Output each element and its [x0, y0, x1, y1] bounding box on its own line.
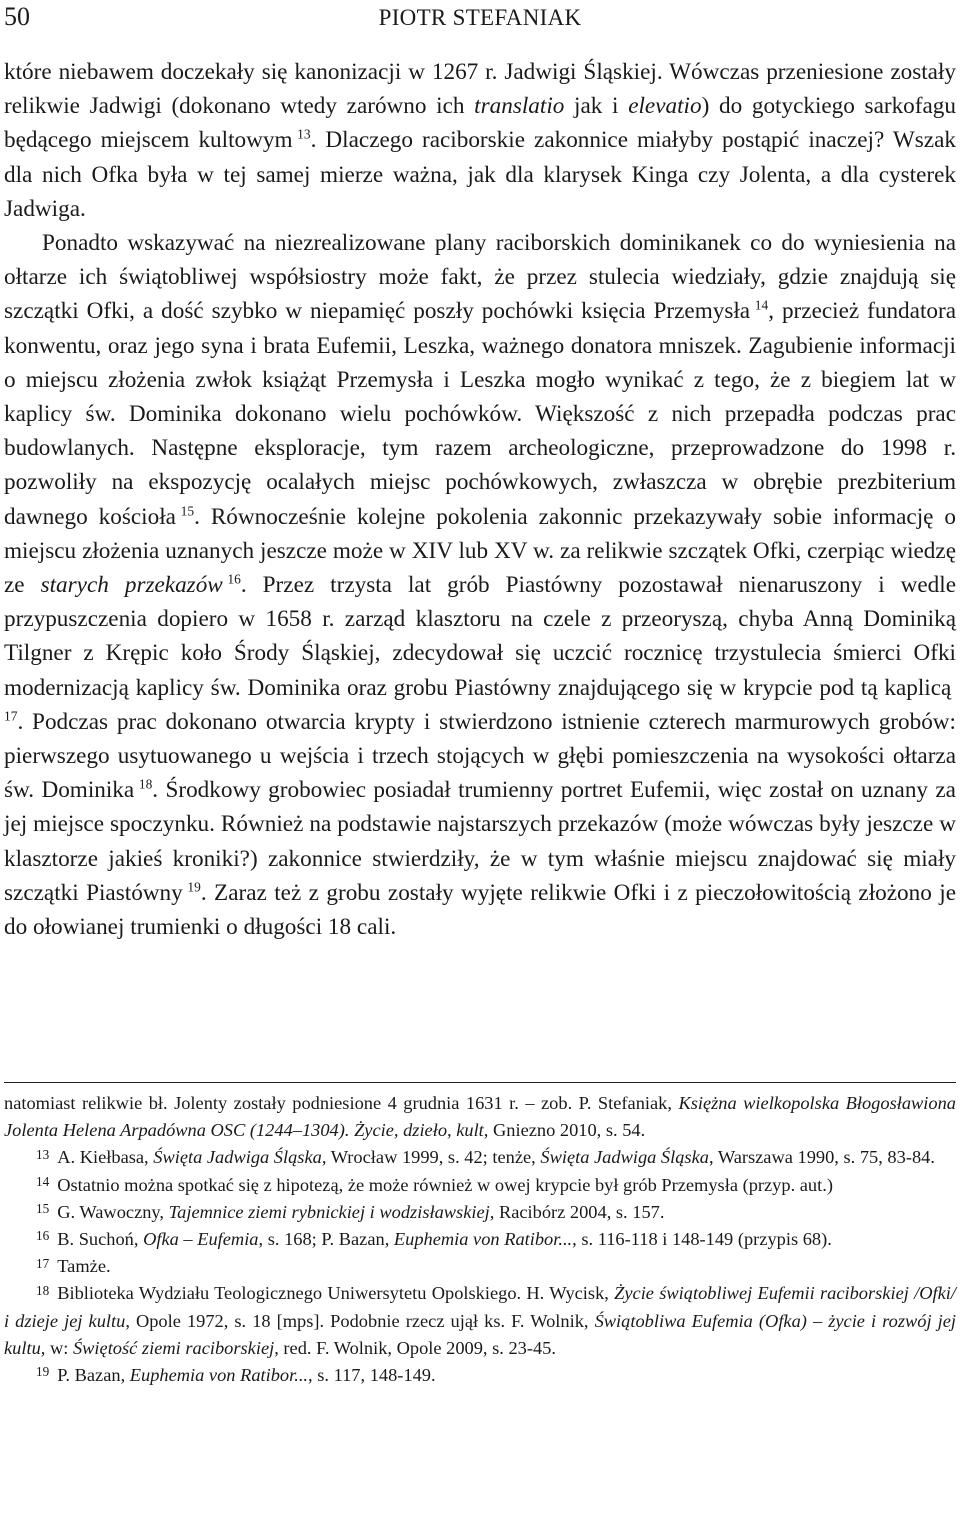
footnote-number: 17	[36, 1255, 50, 1271]
italic-title: Euphemia von Ratibor...	[129, 1365, 309, 1386]
italic-title: Tajemnice ziemi rybnickiej i wodzisławskiej	[168, 1201, 490, 1222]
italic-title: Świątobliwa Eufemia (Ofka) – życie i rozwój jej kultu	[4, 1310, 956, 1358]
italic-term: elevatio	[628, 93, 702, 120]
footnotes	[4, 1090, 956, 1389]
footnote-17	[4, 1253, 956, 1280]
text-run: Biblioteka Wydziału Teologicznego Uniwersytetu Opolskiego. H. Wycisk,	[57, 1283, 615, 1304]
italic-title: Życie świątobliwej Eufemii raciborskiej /Ofki/ i dzieje jej kultu	[4, 1283, 956, 1331]
text-run: , w:	[40, 1337, 73, 1358]
footnote-ref-19: 19	[187, 879, 201, 895]
footnote-ref-17: 17	[4, 708, 18, 724]
footnote-18	[4, 1280, 956, 1362]
text-run: . Środkowy grobowiec posiadał trumienny portret Eufemii, więc został on uznany za jej miejsce spoczynku. Również na podstawie najstarszych przekazów (może wówczas były jeszcze w klasztorze jakieś kroniki?) zakonnice stwierdziły, że w tym właśnie miejscu znajdować się miały szczątki Piastówny	[4, 777, 956, 906]
text-run: , Opole 1972, s. 18 [mps]. Podobnie rzecz ujął ks. F. Wolnik,	[125, 1310, 595, 1331]
italic-title: Święta Jadwiga Śląska	[540, 1147, 709, 1168]
text-run: . Podczas prac dokonano otwarcia krypty i stwierdzono istnienie czterech marmurowych grobów: pierwszego usytuowanego u wejścia i trzech stojących w głębi pomieszczenia na wysokości ołtarza św. Dominika	[4, 708, 956, 804]
text-run: Tamże.	[57, 1256, 111, 1277]
footnote-ref-18: 18	[138, 776, 153, 792]
italic-title: Świętość ziemi raciborskiej	[72, 1337, 275, 1358]
main-text	[4, 55, 956, 944]
text-run: , s. 168; P. Bazan,	[258, 1229, 394, 1250]
italic-title: Święta Jadwiga Śląska	[153, 1147, 322, 1168]
italic-title: Księżna wielkopolska Błogosławiona Jolenta Helena Arpadówna OSC (1244–1304). Życie, dzieło, kult	[4, 1093, 957, 1141]
footnote-number: 18	[36, 1282, 50, 1298]
text-run: . Równocześnie kolejne pokolenia zakonnic przekazywały sobie informację o miejscu złożenia uznanych jeszcze może w XIV lub XV w. za relikwie szczątek Ofki, czerpiąc wiedzę ze	[4, 503, 956, 599]
text-run: B. Suchoń,	[57, 1229, 144, 1250]
footnote-number: 14	[36, 1173, 50, 1189]
text-run: A. Kiełbasa,	[57, 1147, 154, 1168]
footnote-number: 16	[36, 1228, 50, 1244]
text-run: . Przez trzysta lat grób Piastówny pozostawał nienaruszony i wedle przypuszczenia dopiero w 1658 r. zarząd klasztoru na czele z przeoryszą, chyba Anną Dominiką Tilgner z Krępic koło Środy Śląskiej, zdecydował się uczcić rocznicę trzystulecia śmierci Ofki modernizacją kaplicy św. Dominika oraz grobu Piastówny znajdującego się w krypcie pod tą kaplicą	[4, 572, 956, 701]
running-head: PIOTR STEFANIAK	[378, 5, 582, 30]
text-run: które niebawem doczekały się kanonizacji w 1267 r. Jadwigi Śląskiej. Wówczas przeniesione zostały relikwie Jadwigi (dokonano wtedy zarówno ich	[4, 59, 956, 120]
footnote-19	[4, 1362, 956, 1389]
footnote-16	[4, 1226, 956, 1253]
footnote-number: 13	[36, 1146, 50, 1162]
text-run: G. Wawoczny,	[57, 1201, 169, 1222]
page-number: 50	[4, 2, 30, 31]
text-run: Ostatnio można spotkać się z hipotezą, że może również w owej krypcie był grób Przemysła (przyp. aut.)	[57, 1174, 833, 1195]
italic-term: starych przekazów	[40, 572, 223, 599]
text-run: , Wrocław 1999, s. 42; tenże,	[321, 1147, 541, 1168]
text-run: , s. 116-118 i 148-149 (przypis 68).	[572, 1229, 832, 1250]
footnote-ref-15: 15	[180, 503, 195, 519]
footnote-14	[4, 1172, 956, 1199]
text-run: . Zaraz też z grobu zostały wyjęte relikwie Ofki i z pieczołowitością złożono je do ołowianej trumienki o długości 18 cali.	[4, 879, 956, 941]
text-run: , s. 117, 148-149.	[308, 1365, 436, 1386]
footnote-number: 19	[36, 1364, 50, 1380]
italic-title: Ofka – Eufemia	[143, 1229, 259, 1250]
footnote-ref-14: 14	[754, 298, 769, 314]
text-run: , przecież fundatora konwentu, oraz jego syna i brata Eufemii, Leszka, ważnego donatora mniszek. Zagubienie informacji o miejscu złożenia zwłok książąt Przemysła i Leszka mogło wynikać z tego, że z biegiem lat w kaplicy św. Dominika dokonano wielu pochówków. Większość z nich przepadła podczas prac budowlanych. Następne eksploracje, tym razem archeologiczne, przeprowadzone do 1998 r. pozwoliły na ekspozycję ocalałych miejsc pochówkowych, zwłaszcza w obrębie prezbiterium dawnego kościoła	[4, 298, 956, 530]
footnote-15	[4, 1199, 956, 1226]
footnote-ref-16: 16	[227, 571, 241, 587]
text-run: P. Bazan,	[57, 1365, 130, 1386]
paragraph-2	[4, 226, 956, 944]
footnote-divider	[4, 1082, 956, 1083]
footnote-13	[4, 1144, 956, 1171]
text-run: jak i	[564, 93, 629, 120]
text-run: natomiast relikwie bł. Jolenty zostały podniesione 4 grudnia 1631 r. – zob. P. Stefaniak,	[4, 1093, 679, 1113]
text-run: , Racibórz 2004, s. 157.	[489, 1201, 665, 1222]
text-run: , Gniezno 2010, s. 54.	[483, 1120, 646, 1141]
footnote-continuation	[4, 1090, 956, 1144]
italic-term: translatio	[474, 93, 565, 120]
text-run: , red. F. Wolnik, Opole 2009, s. 23-45.	[274, 1337, 556, 1358]
text-run: Ponadto wskazywać na niezrealizowane plany raciborskich dominikanek co do wyniesienia na ołtarze ich świątobliwej współsiostry może fakt, że przez stulecia wiedziały, gdzie znajdują się szczątki Ofki, a dość szybko w niepamięć poszły pochówki księcia Przemysła	[4, 230, 956, 325]
text-run: ) do gotyckiego sarkofagu będącego miejscem kultowym	[4, 93, 956, 154]
footnote-number: 15	[36, 1201, 50, 1217]
italic-title: Euphemia von Ratibor...	[393, 1229, 573, 1250]
paragraph-1	[4, 55, 956, 226]
text-run: , Warszawa 1990, s. 75, 83-84.	[708, 1147, 935, 1168]
footnote-ref-13: 13	[297, 127, 311, 143]
text-run: . Dlaczego raciborskie zakonnice miałyby postąpić inaczej? Wszak dla nich Ofka była w tej samej mierze ważna, jak dla klarysek Kinga czy Jolenta, a dla cysterek Jadwiga.	[4, 127, 956, 222]
